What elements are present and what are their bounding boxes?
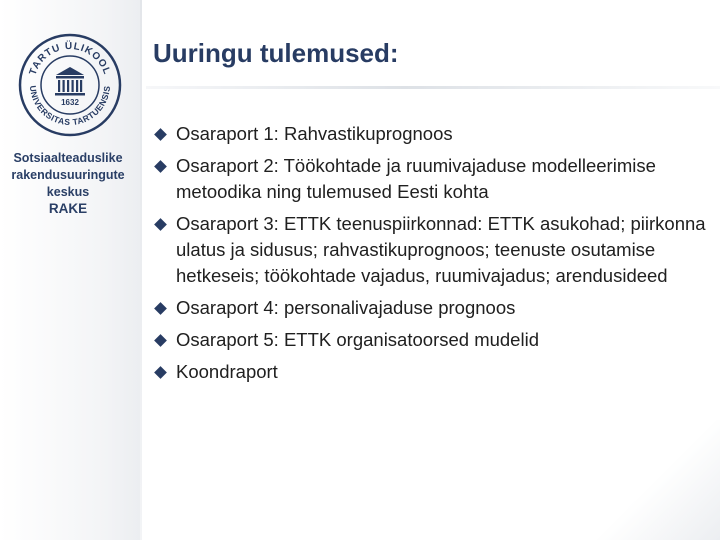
university-of-tartu-seal-icon: [18, 33, 122, 137]
bullet-text: Osaraport 3: ETTK teenuspiirkonnad: ETTK asukohad; piirkonna ulatus ja sidusus; rahvastikuprognoos; teenuste osutamise hetkeseis; töökohtade vajadus, ruumivajadus; arendusideed: [176, 213, 706, 286]
temple-icon: [55, 67, 85, 96]
diamond-bullet-icon: [154, 218, 167, 231]
diamond-bullet-icon: [154, 366, 167, 379]
org-name-line-3: keskus: [46, 185, 90, 199]
diamond-bullet-icon: [154, 160, 167, 173]
org-name: [4, 150, 132, 201]
org-name-line-2: rakendusuuringute: [11, 168, 125, 182]
seal-year: 1632: [61, 98, 79, 107]
org-abbreviation: RAKE: [48, 201, 88, 216]
seal-text-bottom: UNIVERSITAS TARTUENSIS: [27, 85, 113, 128]
bullet-text: Koondraport: [176, 361, 278, 382]
sidebar: [0, 0, 140, 540]
sidebar-divider: [140, 0, 142, 540]
bullet-text: Osaraport 1: Rahvastikuprognoos: [176, 123, 453, 144]
bullet-item: [150, 211, 710, 289]
slide-title: Uuringu tulemused:: [153, 38, 399, 68]
bullet-item: [150, 359, 710, 385]
bullet-text: Osaraport 2: Töökohtade ja ruumivajaduse modelleerimise metoodika ning tulemused Eesti kohta: [176, 155, 656, 202]
bullet-text: Osaraport 4: personalivajaduse prognoos: [176, 297, 516, 318]
bullet-item: [150, 153, 710, 205]
bullet-list: [150, 121, 710, 391]
org-name-line-1: Sotsiaalteaduslike: [13, 151, 123, 165]
decorative-corner: [560, 420, 720, 540]
diamond-bullet-icon: [154, 128, 167, 141]
bullet-item: [150, 121, 710, 147]
seal-text-top: TARTU ÜLIKOOL: [27, 40, 113, 77]
bullet-text: Osaraport 5: ETTK organisatoorsed mudelid: [176, 329, 539, 350]
diamond-bullet-icon: [154, 334, 167, 347]
bullet-item: [150, 295, 710, 321]
title-rule: [146, 86, 720, 89]
bullet-item: [150, 327, 710, 353]
diamond-bullet-icon: [154, 302, 167, 315]
